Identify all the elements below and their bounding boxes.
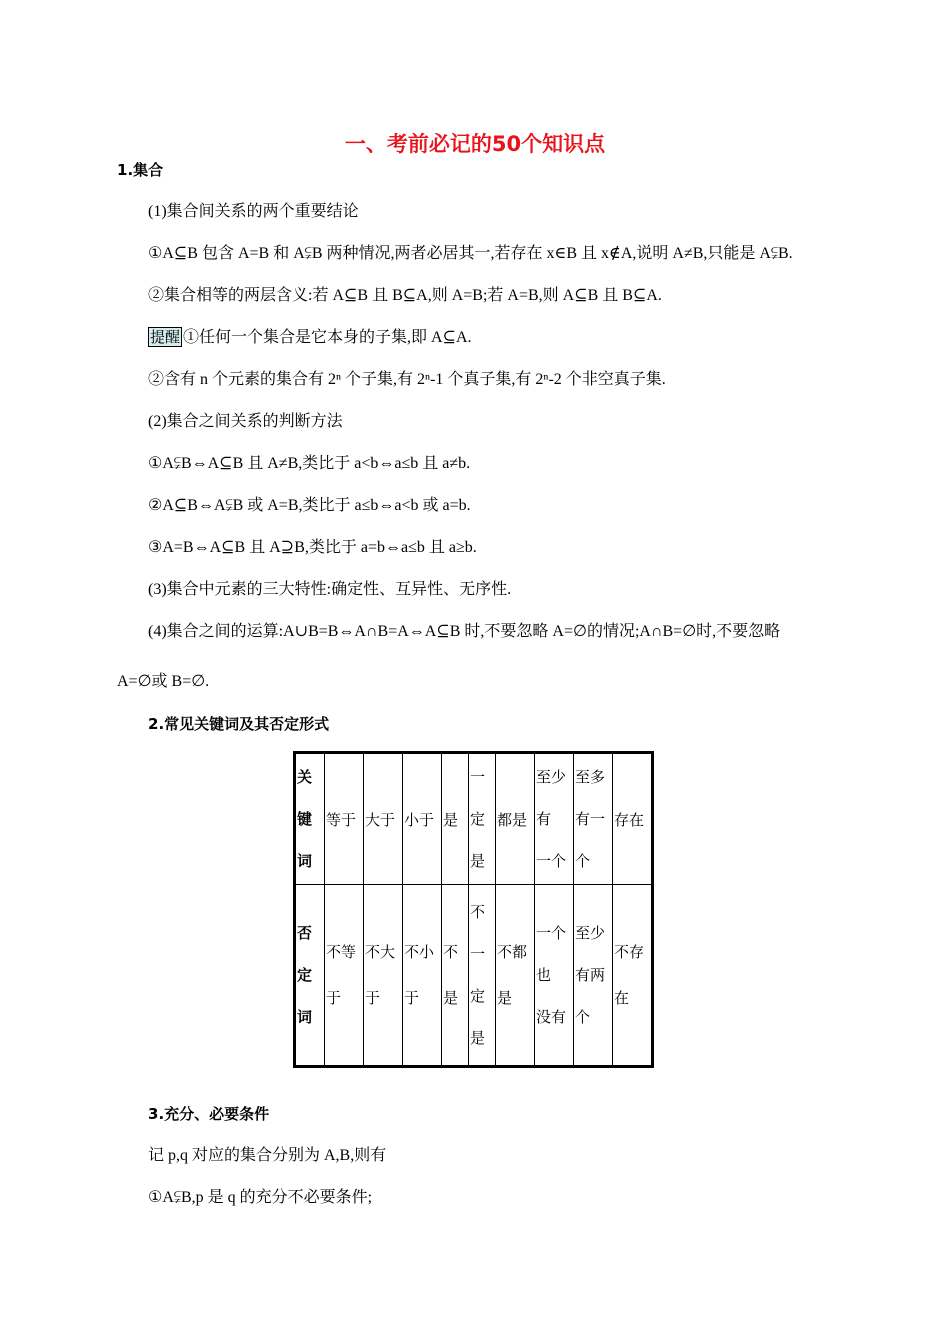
table-cell: 不存 在: [613, 885, 653, 1067]
table-cell: 不 一 定 是: [469, 885, 496, 1067]
paragraph: ②含有 n 个元素的集合有 2ⁿ 个子集,有 2ⁿ-1 个真子集,有 2ⁿ-2 个非空真子集.: [148, 371, 666, 388]
paragraph: ②A⊆B⇔A⫋B 或 A=B,类比于 a≤b⇔a<b 或 a=b.: [148, 497, 471, 514]
paragraph: A=∅或 B=∅.: [117, 673, 210, 690]
table-row: [295, 885, 653, 1067]
table-cell: 至多 有一 个: [574, 753, 613, 885]
table-cell: 关 键 词: [295, 753, 325, 885]
section-1-heading: 1.集合: [117, 161, 164, 179]
table-cell: 存在: [613, 753, 653, 885]
paragraph: ①A⊆B 包含 A=B 和 A⫋B 两种情况,两者必居其一,若存在 x∈B 且 x∉A,说明 A≠B,只能是 A⫋B.: [148, 245, 793, 262]
table-cell: 不小 于: [403, 885, 442, 1067]
table-cell: 至少 有 一个: [535, 753, 574, 885]
table-cell: 小于: [403, 753, 442, 885]
section-2-heading: 2.常见关键词及其否定形式: [148, 715, 330, 733]
paragraph: (3)集合中元素的三大特性:确定性、互异性、无序性.: [148, 581, 512, 598]
table-cell: 都是: [496, 753, 535, 885]
paragraph: ③A=B⇔A⊆B 且 A⊇B,类比于 a=b⇔a≤b 且 a≥b.: [148, 539, 477, 556]
paragraph: ②集合相等的两层含义:若 A⊆B 且 B⊆A,则 A=B;若 A=B,则 A⊆B 且 B⊆A.: [148, 287, 662, 304]
keyword-table: [293, 751, 654, 1068]
table-cell: 一 定 是: [469, 753, 496, 885]
table-cell: 至少 有两 个: [574, 885, 613, 1067]
paragraph: (2)集合之间关系的判断方法: [148, 413, 343, 430]
section-1-number: 1: [117, 161, 128, 179]
section-2-number: 2: [148, 715, 159, 733]
table-cell: 等于: [325, 753, 364, 885]
section-3-number: 3: [148, 1105, 159, 1123]
paragraph: ①A⫋B⇔A⊆B 且 A≠B,类比于 a<b⇔a≤b 且 a≠b.: [148, 455, 471, 472]
table-cell: 大于: [364, 753, 403, 885]
table-row: [295, 753, 653, 885]
paragraph: ①A⫋B,p 是 q 的充分不必要条件;: [148, 1189, 373, 1206]
section-1-title: 集合: [133, 161, 164, 179]
table-cell: 一个 也 没有: [535, 885, 574, 1067]
table-cell: 否 定 词: [295, 885, 325, 1067]
table-cell: 是: [442, 753, 469, 885]
section-2-title: 常见关键词及其否定形式: [164, 715, 330, 733]
table-cell: 不等 于: [325, 885, 364, 1067]
paragraph: (4)集合之间的运算:A∪B=B⇔A∩B=A⇔A⊆B 时,不要忽略 A=∅的情况;A∩B=∅时,不要忽略: [148, 623, 781, 640]
section-3-title: 充分、必要条件: [164, 1105, 270, 1123]
paragraph: 记 p,q 对应的集合分别为 A,B,则有: [148, 1147, 387, 1164]
page-title: 一、考前必记的50个知识点: [344, 132, 606, 156]
tip-text: ①任何一个集合是它本身的子集,即 A⊆A.: [183, 329, 472, 346]
tip-badge: 提醒: [150, 328, 181, 346]
section-3-heading: 3.充分、必要条件: [148, 1105, 270, 1123]
tip-paragraph: [148, 326, 472, 350]
table-cell: 不大 于: [364, 885, 403, 1067]
paragraph: (1)集合间关系的两个重要结论: [148, 203, 359, 220]
table-cell: 不 是: [442, 885, 469, 1067]
table-cell: 不都 是: [496, 885, 535, 1067]
